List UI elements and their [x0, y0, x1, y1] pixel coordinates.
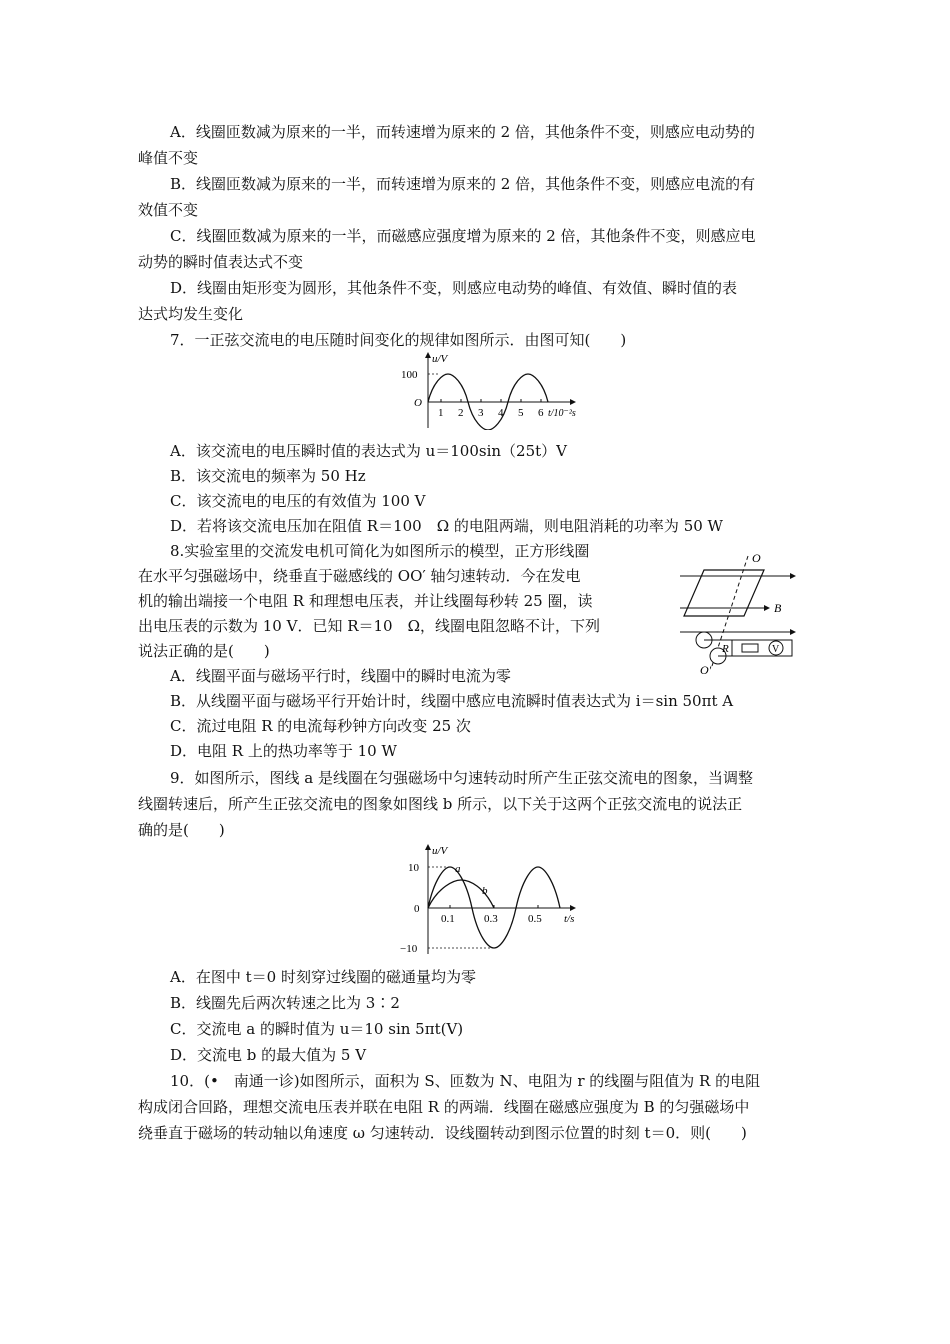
q7-graph-origin: O: [414, 397, 422, 409]
q8-fig-resistor: R: [722, 643, 729, 655]
q6-option-b-line1: B．线圈匝数减为原来的一半，而转速增为原来的 2 倍，其他条件不变，则感应电流的有: [170, 175, 756, 193]
q8-option-c: C．流过电阻 R 的电流每秒钟方向改变 25 次: [170, 717, 471, 735]
q7-graph-xlabel: t/10⁻²s: [548, 408, 576, 419]
q9-graph-ytick: −10: [400, 943, 418, 955]
q7-stem: 7．一正弦交流电的电压随时间变化的规律如图所示．由图可知( ): [170, 331, 627, 349]
q9-option-a: A．在图中 t＝0 时刻穿过线圈的磁通量均为零: [170, 968, 476, 986]
q8-stem-line3: 机的输出端接一个电阻 R 和理想电压表，并让线圈每秒转 25 圈，读: [138, 592, 593, 610]
q10-stem-line1: 10．(• 南通一诊)如图所示，面积为 S、匝数为 N、电阻为 r 的线圈与阻值为 R 的电阻: [170, 1072, 761, 1090]
q6-option-d-line2: 达式均发生变化: [138, 305, 244, 323]
q7-option-a: A．该交流电的电压瞬时值的表达式为 u＝100sin（25t）V: [170, 442, 567, 460]
q7-graph-ylabel: u/V: [432, 353, 448, 365]
q7-option-c: C．该交流电的电压的有效值为 100 V: [170, 492, 426, 510]
q8-stem-line1: 8.实验室里的交流发电机可简化为如图所示的模型，正方形线圈: [170, 542, 590, 560]
q7-graph-xtick: 3: [478, 407, 484, 419]
q6-option-c-line1: C．线圈匝数减为原来的一半，而磁感应强度增为原来的 2 倍，其他条件不变，则感应电: [170, 227, 756, 245]
q7-graph-xtick: 4: [498, 407, 504, 419]
q9-stem-line1: 9．如图所示，图线 a 是线圈在匀强磁场中匀速转动时所产生正弦交流电的图象，当调整: [170, 769, 754, 787]
q9-graph-xtick: 0.3: [484, 913, 498, 925]
q8-stem-line4: 出电压表的示数为 10 V．已知 R＝10 Ω，线圈电阻忽略不计，下列: [138, 617, 601, 635]
q9-graph-ylabel: u/V: [432, 845, 448, 857]
q8-stem-line5: 说法正确的是( ): [138, 642, 270, 660]
q9-voltage-graph: [398, 842, 598, 958]
q6-option-b-line2: 效值不变: [138, 201, 199, 219]
q8-generator-figure: [672, 548, 812, 678]
q7-option-d: D．若将该交流电压加在阻值 R＝100 Ω 的电阻两端，则电阻消耗的功率为 50 W: [170, 517, 723, 535]
q8-fig-o-top: O: [752, 551, 761, 565]
q9-graph-xtick: 0.5: [528, 913, 542, 925]
q6-option-d-line1: D．线圈由矩形变为圆形，其他条件不变，则感应电动势的峰值、有效值、瞬时值的表: [170, 279, 738, 297]
q6-option-c-line2: 动势的瞬时值表达式不变: [138, 253, 304, 271]
q9-curve-a-label: a: [455, 863, 461, 875]
q10-stem-line3: 绕垂直于磁场的转动轴以角速度 ω 匀速转动．设线圈转动到图示位置的时刻 t＝0．则( ): [138, 1124, 747, 1142]
q7-option-b: B．该交流电的频率为 50 Hz: [170, 467, 366, 485]
q7-graph-ytick: 100: [401, 369, 418, 381]
q6-option-a-line1: A．线圈匝数减为原来的一半，而转速增为原来的 2 倍，其他条件不变，则感应电动势的: [170, 123, 755, 141]
q9-graph-xtick: 0.1: [441, 913, 455, 925]
q9-option-c: C．交流电 a 的瞬时值为 u＝10 sin 5πt(V): [170, 1020, 464, 1038]
q8-fig-meter: V: [772, 644, 780, 655]
q9-curve-b-label: b: [482, 885, 488, 897]
q8-stem-line2: 在水平匀强磁场中，绕垂直于磁感线的 OO′ 轴匀速转动．今在发电: [138, 567, 581, 585]
q7-graph-xtick: 6: [538, 407, 544, 419]
q9-graph-xlabel: t/s: [564, 913, 575, 925]
q9-stem-line2: 线圈转速后，所产生正弦交流电的图象如图线 b 所示，以下关于这两个正弦交流电的说法正: [138, 795, 743, 813]
q8-fig-field: B: [774, 601, 782, 615]
q10-stem-line2: 构成闭合回路，理想交流电压表并联在电阻 R 的两端．线圈在磁感应强度为 B 的匀强磁场中: [138, 1098, 750, 1116]
q8-fig-o-bottom: O′: [700, 663, 712, 677]
q9-option-b: B．线圈先后两次转速之比为 3∶2: [170, 994, 400, 1012]
q9-graph-ytick: 10: [408, 862, 419, 874]
q8-option-d: D．电阻 R 上的热功率等于 10 W: [170, 742, 397, 760]
q9-stem-line3: 确的是( ): [138, 821, 225, 839]
q7-graph-xtick: 2: [458, 407, 464, 419]
q9-graph-ytick: 0: [414, 903, 420, 915]
q8-option-b: B．从线圈平面与磁场平行开始计时，线圈中感应电流瞬时值表达式为 i＝sin 50πt A: [170, 692, 734, 710]
q8-option-a: A．线圈平面与磁场平行时，线圈中的瞬时电流为零: [170, 667, 511, 685]
q9-option-d: D．交流电 b 的最大值为 5 V: [170, 1046, 367, 1064]
q7-graph-xtick: 5: [518, 407, 524, 419]
q7-graph-xtick: 1: [438, 407, 444, 419]
q6-option-a-line2: 峰值不变: [138, 149, 199, 167]
q7-voltage-graph: [398, 350, 598, 430]
